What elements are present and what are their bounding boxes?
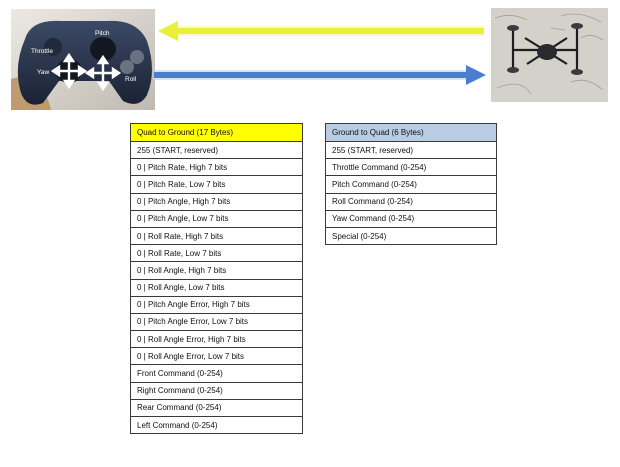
gamepad-label-yaw: Yaw bbox=[37, 69, 50, 76]
packet-byte-row: 0 | Pitch Angle, Low 7 bits bbox=[131, 210, 303, 227]
quadrotor-photo bbox=[491, 8, 608, 102]
packet-byte-row: Roll Command (0-254) bbox=[326, 193, 497, 210]
packet-byte-row: Pitch Command (0-254) bbox=[326, 176, 497, 193]
packet-byte-row: 255 (START, reserved) bbox=[326, 142, 497, 159]
ground-to-quad-header: Ground to Quad (6 Bytes) bbox=[326, 124, 497, 142]
packet-byte-row: 0 | Pitch Angle Error, Low 7 bits bbox=[131, 313, 303, 330]
gamepad-label-throttle: Throttle bbox=[31, 48, 54, 55]
packet-byte-row: 0 | Pitch Angle, High 7 bits bbox=[131, 193, 303, 210]
packet-byte-row: 0 | Roll Rate, High 7 bits bbox=[131, 227, 303, 244]
ground-to-quad-table bbox=[325, 123, 497, 245]
packet-byte-row: 0 | Roll Angle, High 7 bits bbox=[131, 262, 303, 279]
packet-byte-row: Front Command (0-254) bbox=[131, 365, 303, 382]
quadrotor-illustration bbox=[491, 8, 608, 102]
packet-byte-row: 0 | Pitch Rate, High 7 bits bbox=[131, 159, 303, 176]
packet-byte-row: 255 (START, reserved) bbox=[131, 142, 303, 159]
packet-byte-row: Throttle Command (0-254) bbox=[326, 159, 497, 176]
packet-byte-row: Special (0-254) bbox=[326, 227, 497, 244]
packet-byte-row: Right Command (0-254) bbox=[131, 382, 303, 399]
quad-to-ground-header: Quad to Ground (17 Bytes) bbox=[131, 124, 303, 142]
gamepad-label-roll: Roll bbox=[125, 76, 137, 83]
packet-byte-row: 0 | Roll Rate, Low 7 bits bbox=[131, 245, 303, 262]
packet-byte-row: 0 | Roll Angle Error, Low 7 bits bbox=[131, 348, 303, 365]
packet-byte-row: 0 | Roll Angle, Low 7 bits bbox=[131, 279, 303, 296]
gamepad-illustration bbox=[11, 9, 155, 110]
packet-byte-row: Yaw Command (0-254) bbox=[326, 210, 497, 227]
packet-byte-row: 0 | Pitch Angle Error, High 7 bits bbox=[131, 296, 303, 313]
quad-to-ground-table bbox=[130, 123, 303, 434]
packet-byte-row: Left Command (0-254) bbox=[131, 417, 303, 434]
packet-byte-row: 0 | Pitch Rate, Low 7 bits bbox=[131, 176, 303, 193]
packet-byte-row: 0 | Roll Angle Error, High 7 bits bbox=[131, 331, 303, 348]
ground-to-quad-arrow bbox=[152, 62, 486, 88]
gamepad-label-pitch: Pitch bbox=[95, 30, 110, 37]
gamepad-photo bbox=[11, 9, 155, 110]
quad-to-ground-arrow bbox=[158, 18, 486, 44]
packet-byte-row: Rear Command (0-254) bbox=[131, 399, 303, 416]
